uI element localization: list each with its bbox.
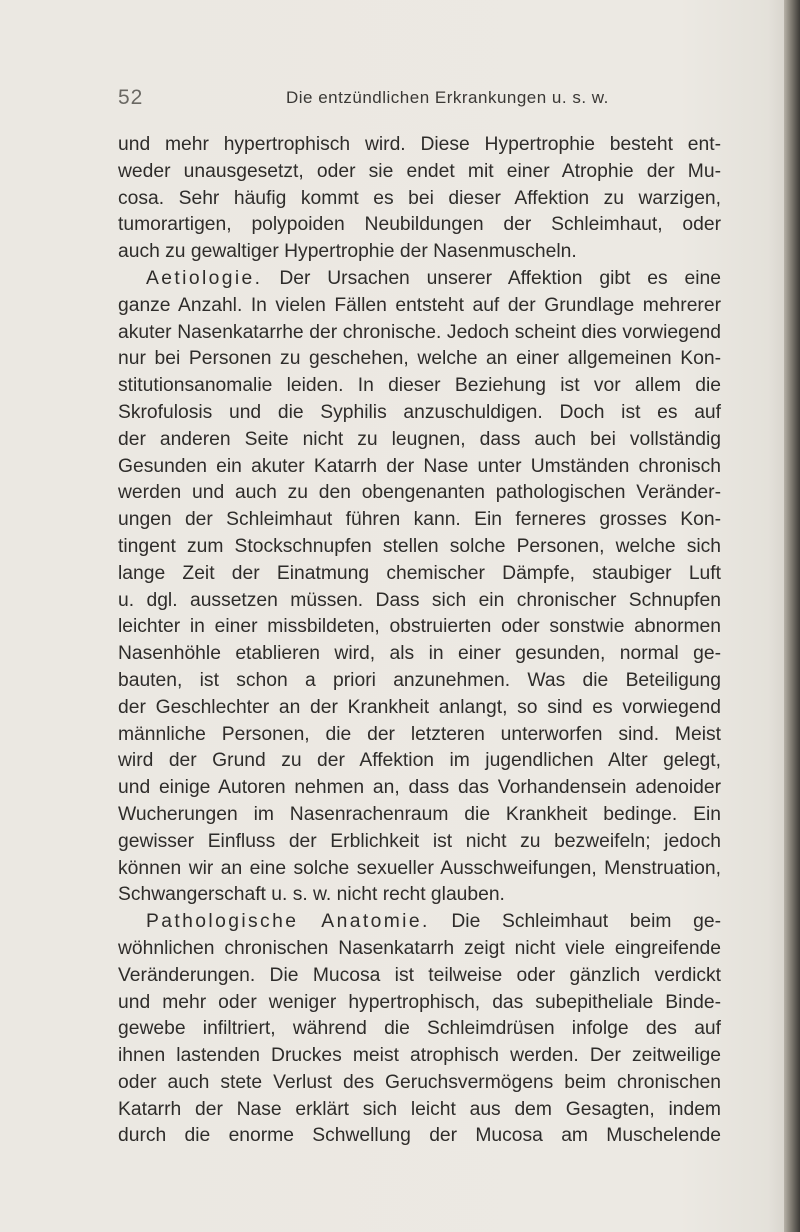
text-line: [118, 186, 721, 213]
line-text: bauten, ist schon a priori anzunehmen. Was die Beteiligung: [118, 669, 721, 691]
line-text: lange Zeit der Einatmung chemischer Dämpfe, staubiger Luft: [118, 562, 721, 584]
text-line: [118, 561, 721, 588]
line-text: Veränderungen. Die Mucosa ist teilweise oder gänzlich verdickt: [118, 964, 721, 986]
text-line: [118, 722, 721, 749]
line-text: Wucherungen im Nasenrachenraum die Krankheit bedinge. Ein: [118, 803, 721, 825]
line-text: stitutionsanomalie leiden. In dieser Beziehung ist vor allem die: [118, 375, 721, 397]
text-line: [118, 266, 721, 293]
text-line: [118, 882, 721, 909]
line-text: wöhnlichen chronischen Nasenkatarrh zeigt nicht viele eingreifende: [118, 937, 721, 959]
line-text: akuter Nasenkatarrhe der chronische. Jedoch scheint dies vorwiegend: [118, 321, 721, 343]
line-text: Gesunden ein akuter Katarrh der Nase unter Umständen chronisch: [118, 455, 721, 477]
text-line: [118, 132, 721, 159]
text-line: [118, 427, 721, 454]
line-text: Der Ursachen unserer Affektion gibt es eine: [262, 267, 721, 289]
line-text: wird der Grund zu der Affektion im jugendlichen Alter gelegt,: [118, 750, 721, 772]
text-line: [118, 159, 721, 186]
line-text: u. dgl. aussetzen müssen. Dass sich ein chronischer Schnupfen: [118, 589, 721, 611]
body-text: [118, 132, 721, 1150]
line-text: nur bei Personen zu geschehen, welche an einer allgemeinen Kon-: [118, 348, 721, 370]
line-text: durch die enorme Schwellung der Mucosa am Muschelende: [118, 1125, 721, 1147]
text-line: [118, 507, 721, 534]
text-line: [118, 856, 721, 883]
line-text: gewebe infiltriert, während die Schleimdrüsen infolge des auf: [118, 1018, 721, 1040]
line-text: leichter in einer missbildeten, obstruierten oder sonstwie abnormen: [118, 616, 721, 638]
text-line: [118, 480, 721, 507]
line-text: gewisser Einfluss der Erblichkeit ist nicht zu bezweifeln; jedoch: [118, 830, 721, 852]
text-line: [118, 239, 721, 266]
line-text: Skrofulosis und die Syphilis anzuschuldigen. Doch ist es auf: [118, 401, 721, 423]
line-text: oder auch stete Verlust des Geruchsvermögens beim chronischen: [118, 1071, 721, 1093]
text-line: [118, 1043, 721, 1070]
line-text: der anderen Seite nicht zu leugnen, dass auch bei vollständig: [118, 428, 721, 450]
line-text: weder unausgesetzt, oder sie endet mit einer Atrophie der Mu-: [118, 160, 721, 182]
running-title: Die entzündlichen Erkrankungen u. s. w.: [286, 88, 609, 107]
text-line: [118, 373, 721, 400]
line-text: und mehr oder weniger hypertrophisch, das subepitheliale Binde-: [118, 991, 721, 1013]
text-line: [118, 641, 721, 668]
text-line: [118, 588, 721, 615]
text-line: [118, 212, 721, 239]
text-line: [118, 1123, 721, 1150]
text-line: [118, 802, 721, 829]
line-text: ganze Anzahl. In vielen Fällen entsteht auf der Grundlage mehrerer: [118, 294, 721, 316]
text-line: [118, 1016, 721, 1043]
section-heading: Pathologische Anatomie.: [146, 911, 430, 933]
line-text: ungen der Schleimhaut führen kann. Ein ferneres grosses Kon-: [118, 509, 721, 531]
line-text: tumorartigen, polypoiden Neubildungen der Schleimhaut, oder: [118, 214, 721, 236]
line-text: Schwangerschaft u. s. w. nicht recht glauben.: [118, 884, 505, 906]
line-text: Katarrh der Nase erklärt sich leicht aus dem Gesagten, indem: [118, 1098, 721, 1120]
line-text: cosa. Sehr häufig kommt es bei dieser Affektion zu warzigen,: [118, 187, 721, 209]
text-line: [118, 829, 721, 856]
text-line: [118, 534, 721, 561]
text-line: [118, 990, 721, 1017]
text-line: [118, 614, 721, 641]
page-number: 52: [118, 86, 144, 109]
line-text: werden und auch zu den obengenanten pathologischen Veränder-: [118, 482, 721, 504]
text-line: [118, 454, 721, 481]
line-text: tingent zum Stockschnupfen stellen solche Personen, welche sich: [118, 535, 721, 557]
line-text: männliche Personen, die der letzteren unterworfen sind. Meist: [118, 723, 721, 745]
text-line: [118, 320, 721, 347]
text-line: [118, 963, 721, 990]
line-text: der Geschlechter an der Krankheit anlangt, so sind es vorwiegend: [118, 696, 721, 718]
text-line: [118, 909, 721, 936]
text-line: [118, 668, 721, 695]
line-text: und mehr hypertrophisch wird. Diese Hypertrophie besteht ent-: [118, 134, 721, 155]
text-line: [118, 695, 721, 722]
section-heading: Aetiologie.: [146, 267, 263, 289]
line-text: Die Schleimhaut beim ge-: [429, 911, 722, 933]
text-line: [118, 775, 721, 802]
line-text: Nasenhöhle etablieren wird, als in einer gesunden, normal ge-: [118, 643, 721, 665]
page-header: [118, 86, 720, 116]
text-line: [118, 1070, 721, 1097]
text-line: [118, 400, 721, 427]
book-spine-edge: [784, 0, 800, 1232]
line-text: können wir an eine solche sexueller Ausschweifungen, Menstruation,: [118, 857, 721, 879]
line-text: ihnen lastenden Druckes meist atrophisch werden. Der zeitweilige: [118, 1045, 721, 1067]
line-text: und einige Autoren nehmen an, dass das Vorhandensein adenoider: [118, 777, 721, 799]
text-line: [118, 1097, 721, 1124]
text-line: [118, 293, 721, 320]
text-line: [118, 346, 721, 373]
line-text: auch zu gewaltiger Hypertrophie der Nasenmuscheln.: [118, 241, 577, 263]
text-line: [118, 748, 721, 775]
text-line: [118, 936, 721, 963]
